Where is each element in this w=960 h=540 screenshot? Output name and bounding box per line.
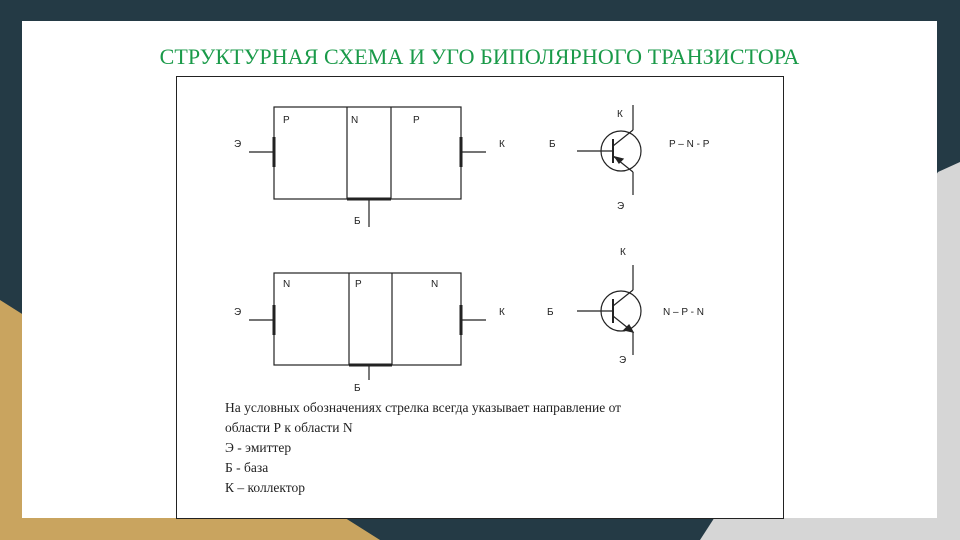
pnp-region-1-label: P [283, 115, 290, 126]
npn-region-3-label: N [431, 279, 439, 290]
pnp-symbol-arrow [615, 157, 623, 163]
npn-symbol-emitter-label: Э [619, 355, 627, 366]
pnp-emitter-label: Э [234, 139, 242, 150]
caption-line: Б - база [225, 460, 269, 475]
npn-collector-label: К [499, 307, 505, 318]
npn-transistor-symbol [577, 265, 641, 355]
pnp-symbol-collector-label: К [617, 109, 623, 120]
npn-emitter-label: Э [234, 307, 242, 318]
pnp-region-2-label: N [351, 115, 359, 126]
pnp-region-3-label: P [413, 115, 420, 126]
pnp-type-label: P – N - P [669, 139, 710, 150]
pnp-structure-box [274, 107, 461, 199]
caption-line: области Р к области N [225, 420, 353, 435]
caption-line: На условных обозначениях стрелка всегда указывает направление от [225, 400, 622, 415]
caption-line: К – коллектор [225, 480, 306, 495]
npn-symbol-base-label: Б [547, 307, 554, 318]
pnp-symbol-base-label: Б [549, 139, 556, 150]
pnp-symbol-emitter-label: Э [617, 201, 625, 212]
pnp-symbol-collector-diag [613, 130, 633, 146]
npn-base-label: Б [354, 383, 361, 394]
pnp-collector-label: К [499, 139, 505, 150]
npn-region-2-label: P [355, 279, 362, 290]
npn-type-label: N – P - N [663, 307, 704, 318]
npn-symbol-collector-diag [613, 290, 633, 306]
npn-region-1-label: N [283, 279, 291, 290]
pnp-base-label: Б [354, 216, 361, 227]
caption-line: Э - эмиттер [225, 440, 292, 455]
diagram-caption [225, 398, 765, 498]
pnp-transistor-symbol [577, 105, 641, 195]
slide-title: СТРУКТУРНАЯ СХЕМА И УГО БИПОЛЯРНОГО ТРАНЗИСТОРА [159, 44, 800, 69]
npn-symbol-collector-label: К [620, 247, 626, 258]
transistor-figure [176, 76, 784, 519]
